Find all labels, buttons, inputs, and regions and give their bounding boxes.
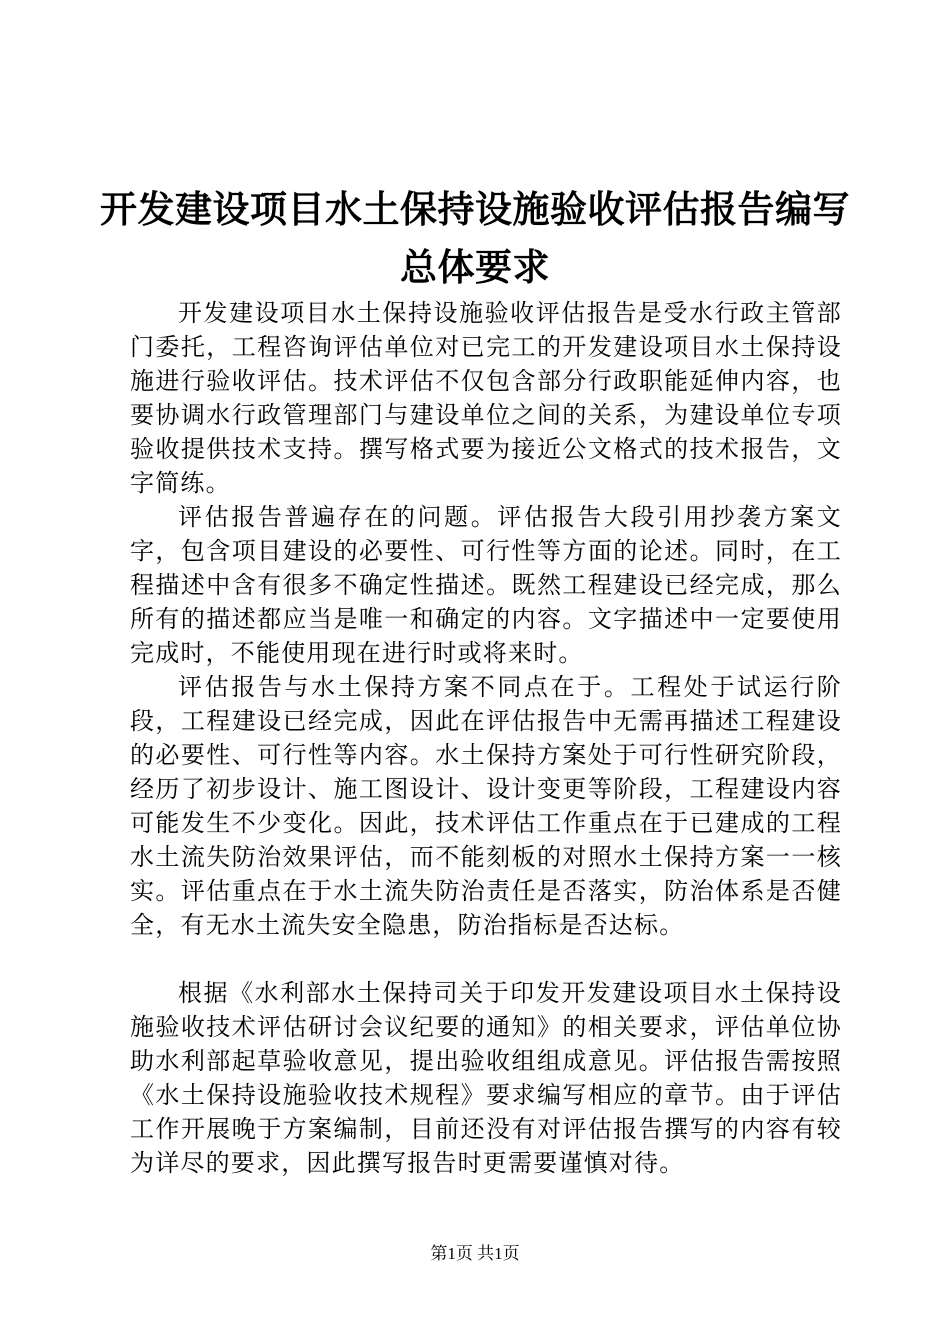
paragraph-4: 根据《水利部水土保持司关于印发开发建设项目水土保持设施验收技术评估研讨会议纪要的通知》的相关要求，评估单位协助水利部起草验收意见，提出验收组组成意见。评估报告需按照《水土保持设施验收技术规程》要求编写相应的章节。由于评估工作开展晚于方案编制，目前还没有对评估报告撰写的内容有较为详尽的要求，因此撰写报告时更需要谨慎对待。 [130, 979, 842, 1177]
document-title-line-2: 总体要求 [400, 245, 550, 289]
paragraph-1: 开发建设项目水土保持设施验收评估报告是受水行政主管部门委托，工程咨询评估单位对已完工的开发建设项目水土保持设施进行验收评估。技术评估不仅包含部分行政职能延伸内容，也要协调水行政管理部门与建设单位之间的关系，为建设单位专项验收提供技术支持。撰写格式要为接近公文格式的技术报告，文字简练。 [130, 299, 842, 497]
document-title-line-1: 开发建设项目水土保持设施验收评估报告编写 [100, 187, 850, 231]
paragraph-2: 评估报告普遍存在的问题。评估报告大段引用抄袭方案文字，包含项目建设的必要性、可行性等方面的论述。同时，在工程描述中含有很多不确定性描述。既然工程建设已经完成，那么所有的描述都应当是唯一和确定的内容。文字描述中一定要使用完成时，不能使用现在进行时或将来时。 [130, 503, 842, 667]
document-body [130, 296, 842, 1180]
page-footer: 第1页 共1页 [430, 1244, 520, 1263]
paragraph-3: 评估报告与水土保持方案不同点在于。工程处于试运行阶段，工程建设已经完成，因此在评估报告中无需再描述工程建设的必要性、可行性等内容。水土保持方案处于可行性研究阶段，经历了初步设计、施工图设计、设计变更等阶段，工程建设内容可能发生不少变化。因此，技术评估工作重点在于已建成的工程水土流失防治效果评估，而不能刻板的对照水土保持方案一一核实。评估重点在于水土流失防治责任是否落实，防治体系是否健全，有无水土流失安全隐患，防治指标是否达标。 [130, 673, 842, 939]
